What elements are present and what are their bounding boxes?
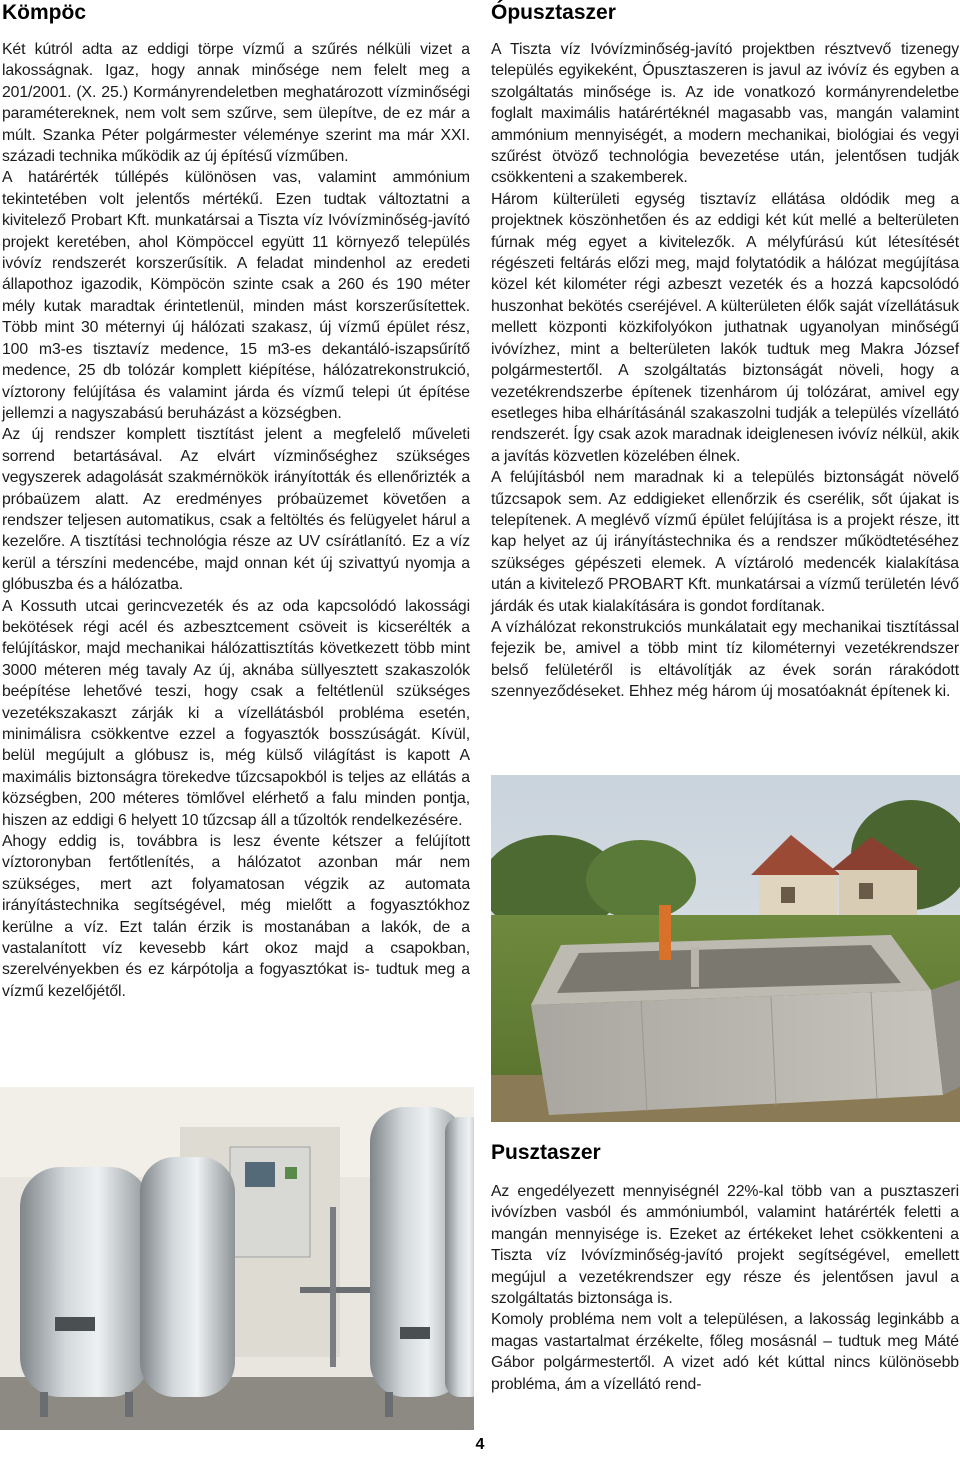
paragraph: Az új rendszer komplett tisztítást jelent a megfelelő műveleti sorrend betartásával. Az elvárt vízminőséghez szükséges vegyszerek adagolását szakmérnökök irányították és ellenőrizték a próbaüzem alatt. Az eredményes próbaüzemet követően a rendszer teljesen automatikus, csak a feltöltés és felügyelet hárul a kezelőre. A tisztítási technológia része az UV csírátlanító. Ez a víz kerül a térszíni medencébe, majd onnan két új szivattyú nyomja a glóbuszba és a hálózatba.: [2, 426, 470, 594]
paragraph: Komoly probléma nem volt a településen, a lakosság leginkább a magas vastartalmat érzékelte, főleg mosásnál – tudtuk meg Máté Gábor polgármestertől. A vizet adó két kúttal nincs különösebb probléma, ám a vízellátó rend-: [491, 1311, 959, 1393]
filter-tanks-photo: [0, 1087, 474, 1430]
paragraph: Három külterületi egység tisztavíz ellátása oldódik meg a projektnek köszönhetően és az eddigi két kút mellé a belterületen fúrnak még egyet a kivitelezők. A mélyfúrású kút létesítését régészeti feltárás előzi meg, majd folytatódik a hálózat megújítása közel két kilométer régi azbeszt vezeték és a hozzá kapcsolódó huszonhat bekötés cseréjével. A külterületen élők saját vízellátásuk mellett központi közkifolyókon juthatnak ugyanolyan minőségű ivóvízhez, mint a belterületen lakók tudtuk meg Makra József polgármestertől. A szolgáltatás biztonságát növeli, hogy a vezetékrendszerbe építenek tizenhárom új tolózárat, amivel egy esetleges hiba elhárításánál szakaszolni tudják a település vízellátó rendszerét. Így csak azok maradnak ideiglenesen ivóvíz nélkül, akik a javítás közvetlen közelében élnek.: [491, 190, 959, 465]
article-kompoc: [2, 0, 470, 1002]
article-opusztaszer: [491, 0, 959, 703]
section-title-opusztaszer: Ópusztaszer: [491, 1, 616, 24]
paragraph: A felújításból nem maradnak ki a település biztonságát növelő tűzcsapok sem. Az eddigieket ellenőrzik és cserélik, sőt újakat is telepítenek. A meglévő vízmű épület felújítása is a projekt része, itt kap helyet az új irányítástechnika és a rendszer működtetéséhez szükséges gépészeti elemek. A víztároló medencék kialakítása után a kivitelező PROBART Kft. munkatársai a vízmű területén lévő járdák és utak kialakítására is gondot fordítanak.: [491, 469, 959, 615]
paragraph: A Tiszta víz Ivóvízminőség-javító projektben résztvevő tizenegy település egyikeként, Ópusztaszeren is javul az ivóvíz és egyben a szolgáltatás minősége is. Az ide vonatkozó kormányrendeletbe foglalt maximális határértéknél magasabb vas, mangán valamint ammónium mennyiségét, a modern mechanikai, biológiai és vegyi szűrést ötvöző technológia bevezetése után, jelentősen tudják csökkenteni a szakemberek.: [491, 41, 959, 187]
article-pusztaszer: [491, 1140, 959, 1395]
section-title-pusztaszer: Pusztaszer: [491, 1141, 601, 1164]
paragraph: Ahogy eddig is, továbbra is lesz évente kétszer a felújított víztoronyban fertőtlenítés, a hálózatot azonban már nem szükséges, mert azt folyamatosan végzik az automata irányítástechnika segítségével, még mielőtt a fogyasztókhoz kerülne a víz. Ezt talán érzik is mostanában a lakók, de a vastalanított víz kevesebb kárt okoz majd a csapokban, szerelvényekben és ez kárpótolja a fogyasztókat is- tudtuk meg a vízmű kezelőjétől.: [2, 833, 470, 1000]
page-number: 4: [475, 1436, 485, 1453]
concrete-basin-photo: [491, 775, 960, 1122]
paragraph: A Kossuth utcai gerincvezeték és az oda kapcsolódó lakossági bekötések régi acél és azbesztcement csöveit is kicserélték a felújításkor, majd mechanikai hálózattisztítás következett több mint 3000 méteren még tavaly Az új, aknába süllyesztett szakaszolók beépítése lehetővé teszi, hogy csak a feltétlenül szükséges vezetékszakaszt zárják ki a vízellátásból probléma esetén, minimálisra csökkentve ezzel a fogyasztók bosszúságát. Kívül, belül megújult a glóbusz is, még külső világítást is kapott A maximális biztonságra törekedve tűzcsapokból is teljes az ellátás a községben, 200 méteres tömlővel elérhető a falu minden pontja, hiszen az eddigi 6 helyett 10 tűzcsap áll a tűzoltók rendelkezésére.: [2, 597, 470, 829]
paragraph: Két kútról adta az eddigi törpe vízmű a szűrés nélküli vizet a lakosságnak. Igaz, hogy annak minősége nem felelt meg a 201/2001. (X. 25.) Kormányrendeletben meghatározott vízminőségi paramétereknek, nem volt sem szűrve, sem ülepítve, de ez már a múlt. Szanka Péter polgármester véleménye szerint ma már XXI. századi technika működik az új építésű vízműben.: [2, 41, 470, 166]
paragraph: A vízhálózat rekonstrukciós munkálatait egy mechanikai tisztítással fejezik be, amivel a több mint tíz kilométernyi vezetékrendszer belső felületéről is eltávolítják az évek során rárakódott szennyeződéseket. Ehhez még három új mosatóaknát építenek ki.: [491, 618, 959, 701]
paragraph: Az engedélyezett mennyiségnél 22%-kal több van a pusztaszeri ivóvízben vasból és ammóniumból, valamint határérték feletti a mangán mennyisége is. Ezeket az értékeket lehet csökkenteni a Tiszta víz Ivóvízminőség-javító projekt segítségével, emellett megújul a vezetékrendszer egy része és jelentősen javul a szolgáltatás biztonsága is.: [491, 1183, 959, 1308]
paragraph: A határérték túllépés különösen vas, valamint ammónium tekintetében volt jelentős mértékű. Ezen tudtak változtatni a kivitelező Probart Kft. munkatársai a Tiszta víz Ivóvízminőség-javító projekt keretében, ahol Kömpöccel együtt 11 környező település ivóvíz rendszerét korszerűsítik. A feladat mindenhol az eredeti állapothoz igazodik, Kömpöcön szinte csak a 260 és 190 méter mély kutak maradtak érintetlenül, minden mást korszerűsítettek. Több mint 30 méternyi új hálózati szakasz, új vízmű épület rész, 100 m3-es tisztavíz medence, 15 m3-es dekantáló-iszapsűrítő medence, 25 db tolózár komplett kiépítése, hálózatrekonstrukció, víztorony felújítása és valamint járda és vízmű telepi út építése jellemzi a nagyszabású beruházást a községben.: [2, 169, 470, 422]
section-title-kompoc: Kömpöc: [2, 1, 86, 24]
